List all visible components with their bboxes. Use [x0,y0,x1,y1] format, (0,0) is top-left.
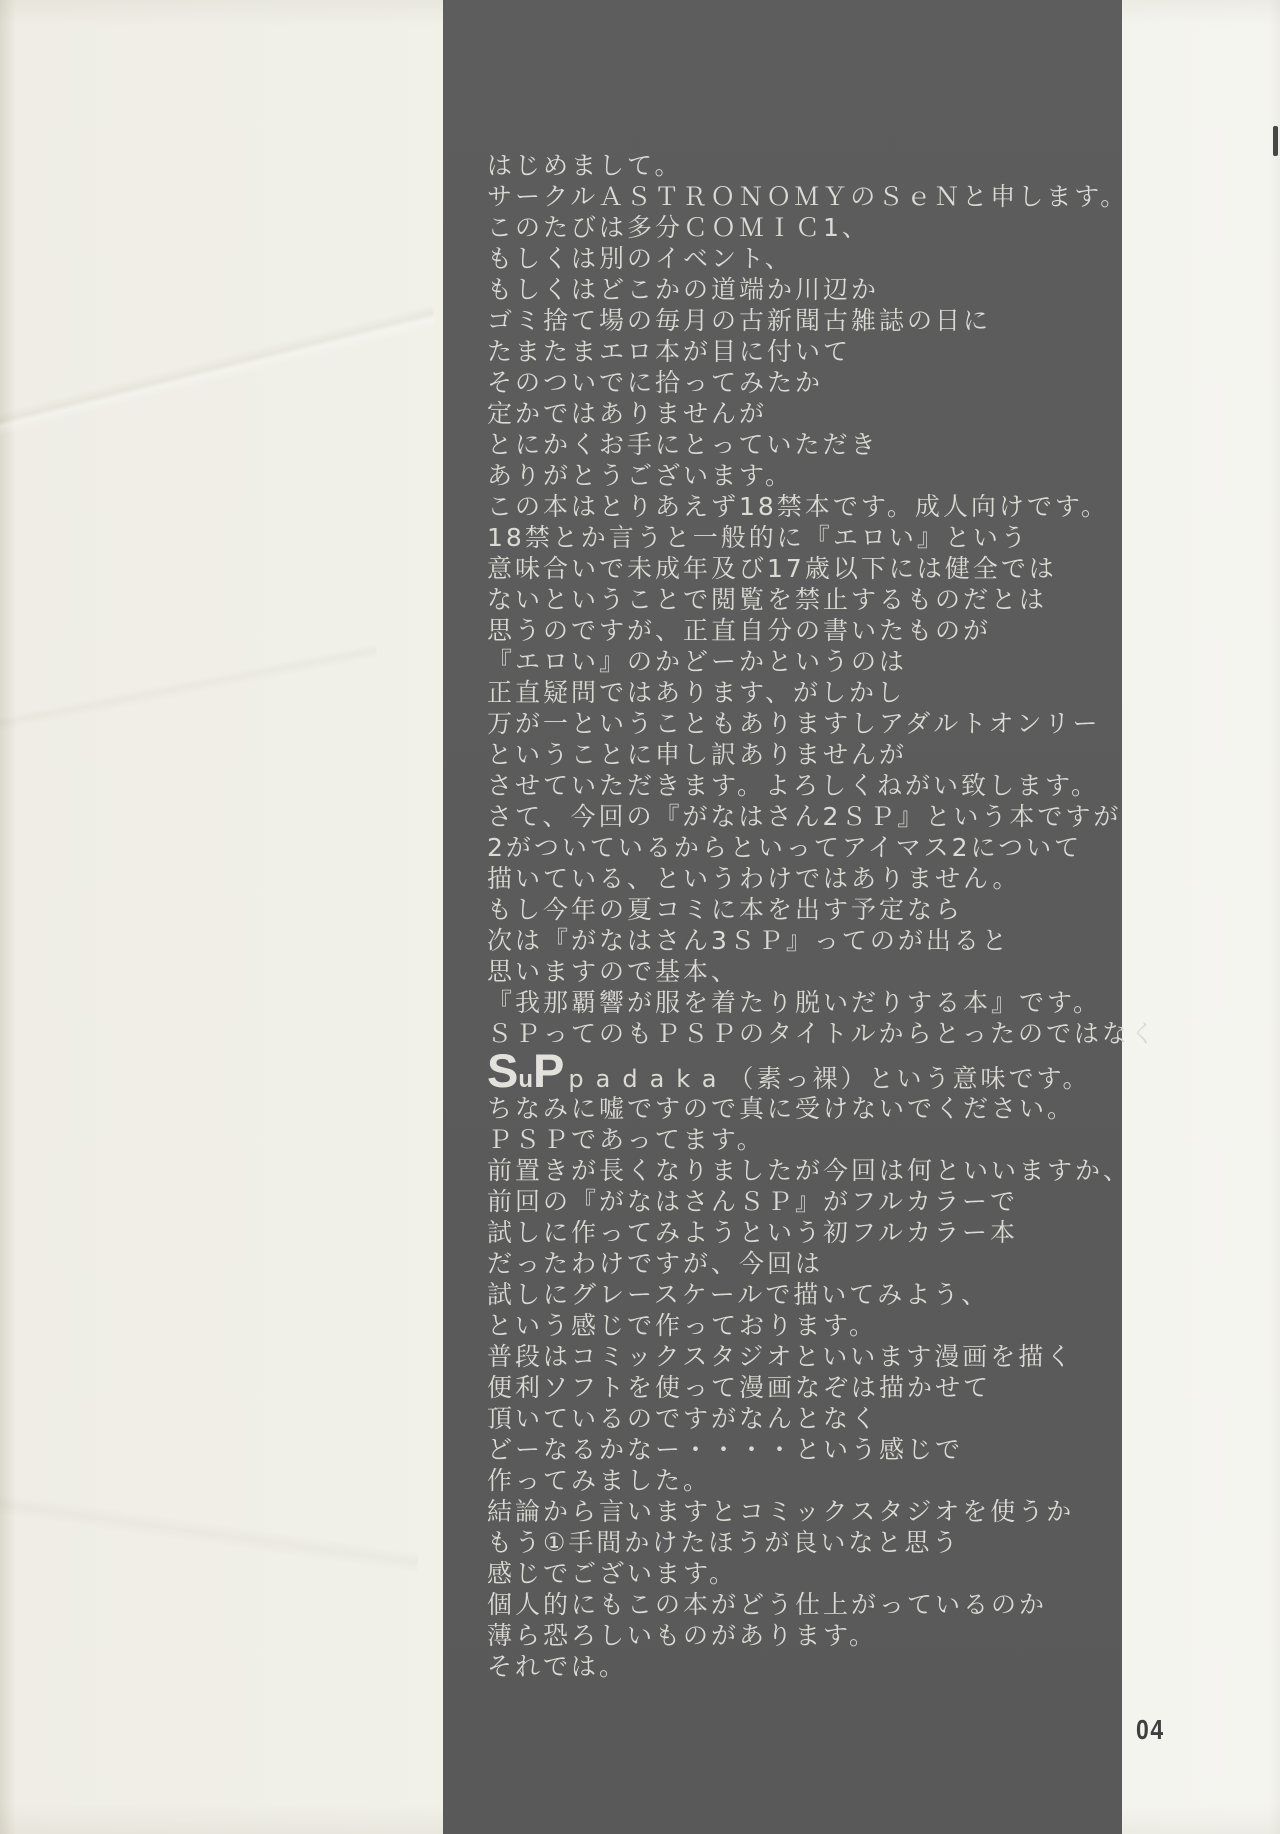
text-line: だったわけですが、今回は [487,1249,824,1278]
text-line: 前置きが長くなりましたが今回は何といいますか、 [487,1156,1132,1185]
paper-crease [0,1408,429,1653]
sup-letter-s: S [487,1044,519,1097]
text-line: 個人的にもこの本がどう仕上がっているのか [487,1590,1048,1619]
text-line: 頂いているのですがなんとなく [487,1404,880,1433]
text-line: 便利ソフトを使って漫画なぞは描かせて [487,1373,992,1402]
text-line: はじめまして。 [487,151,683,180]
text-line: させていただきます。よろしくねがい致します。 [487,771,1100,800]
text-line: 思うのですが、正直自分の書いたものが [487,616,992,645]
text-line: 普段はコミックスタジオといいます漫画を描く [487,1342,1075,1371]
text-line: 試しにグレースケールで描いてみよう、 [487,1280,990,1309]
text-line: ありがとうございます。 [487,461,794,490]
sup-letter-u: u [518,1066,534,1093]
text-line: さて、今回の『がなはさん2ＳＰ』という本ですが [487,802,1122,831]
text-line: 次は『がなはさん3ＳＰ』ってのが出ると [487,926,1010,955]
text-line: とにかくお手にとっていただき [487,430,879,459]
text-line: 2がついているからといってアイマス2について [487,833,1083,862]
afterword-text [487,150,1159,1682]
text-line: 意味合いで未成年及び17歳以下には健全では [487,554,1057,583]
text-line: 正直疑問ではあります、がしかし [487,678,906,707]
text-line: 『我那覇響が服を着たり脱いだりする本』です。 [487,988,1102,1017]
text-line: ＰＳＰであってます。 [487,1125,765,1154]
text-line: ちなみに嘘ですので真に受けないでください。 [487,1094,1076,1123]
text-line: 試しに作ってみようという初フルカラー本 [487,1218,1019,1247]
sup-latin-text: padaka [568,1065,729,1093]
text-line: ゴミ捨て場の毎月の古新聞古雑誌の日に [487,306,992,335]
text-line: 作ってみました。 [487,1466,712,1495]
text-line: 感じでございます。 [487,1559,738,1588]
sup-tail-text: （素っ裸）という意味です。 [728,1064,1091,1093]
text-line: 万が一ということもありますしアダルトオンリー [487,709,1101,738]
sup-letter-p: P [533,1044,565,1097]
text-line: もしくは別のイベント、 [487,244,793,273]
scan-edge-mark [1273,126,1278,156]
page-number: 04 [1136,1714,1165,1745]
text-line: それでは。 [487,1652,628,1681]
paper-crease [0,243,451,497]
text-line: 薄ら恐ろしいものがあります。 [487,1621,878,1650]
paper-crease [0,591,388,788]
text-line: もしくはどこかの道端か川辺か [487,275,880,304]
text-line: ＳＰってのもＰＳＰのタイトルからとったのではなく [487,1019,1159,1048]
text-line: 前回の『がなはさんＳＰ』がフルカラーで [487,1187,1019,1216]
text-line: 定かではありませんが [487,399,768,428]
text-line: 結論から言いますとコミックスタジオを使うか [487,1497,1075,1526]
text-line: 『エロい』のかどーかというのは [487,647,908,676]
text-line: サークルＡＳＴＲＯＮＯＭＹのＳｅＮと申します。 [487,182,1129,211]
text-line: この本はとりあえず18禁本です。成人向けです。 [487,492,1109,521]
text-line: 描いている、というわけではありません。 [487,864,1021,893]
text-line: もう①手間かけたほうが良いなと思う [487,1528,961,1557]
text-line: どーなるかなー・・・・という感じで [487,1435,964,1464]
text-line: もし今年の夏コミに本を出す予定なら [487,895,964,924]
text-line: 思いますので基本、 [487,957,740,986]
text-line: という感じで作っております。 [487,1311,878,1340]
text-line: ないということで閲覧を禁止するものだとは [487,585,1048,614]
text-line: たまたまエロ本が目に付いて [487,337,852,366]
text-line: 18禁とか言うと一般的に『エロい』という [487,523,1029,552]
text-line: ということに申し訳ありませんが [487,740,908,769]
sup-stylized-line [487,1044,1129,1097]
text-line: このたびは多分ＣＯＭＩＣ1、 [487,213,870,242]
text-line: そのついでに拾ってみたか [487,368,824,397]
